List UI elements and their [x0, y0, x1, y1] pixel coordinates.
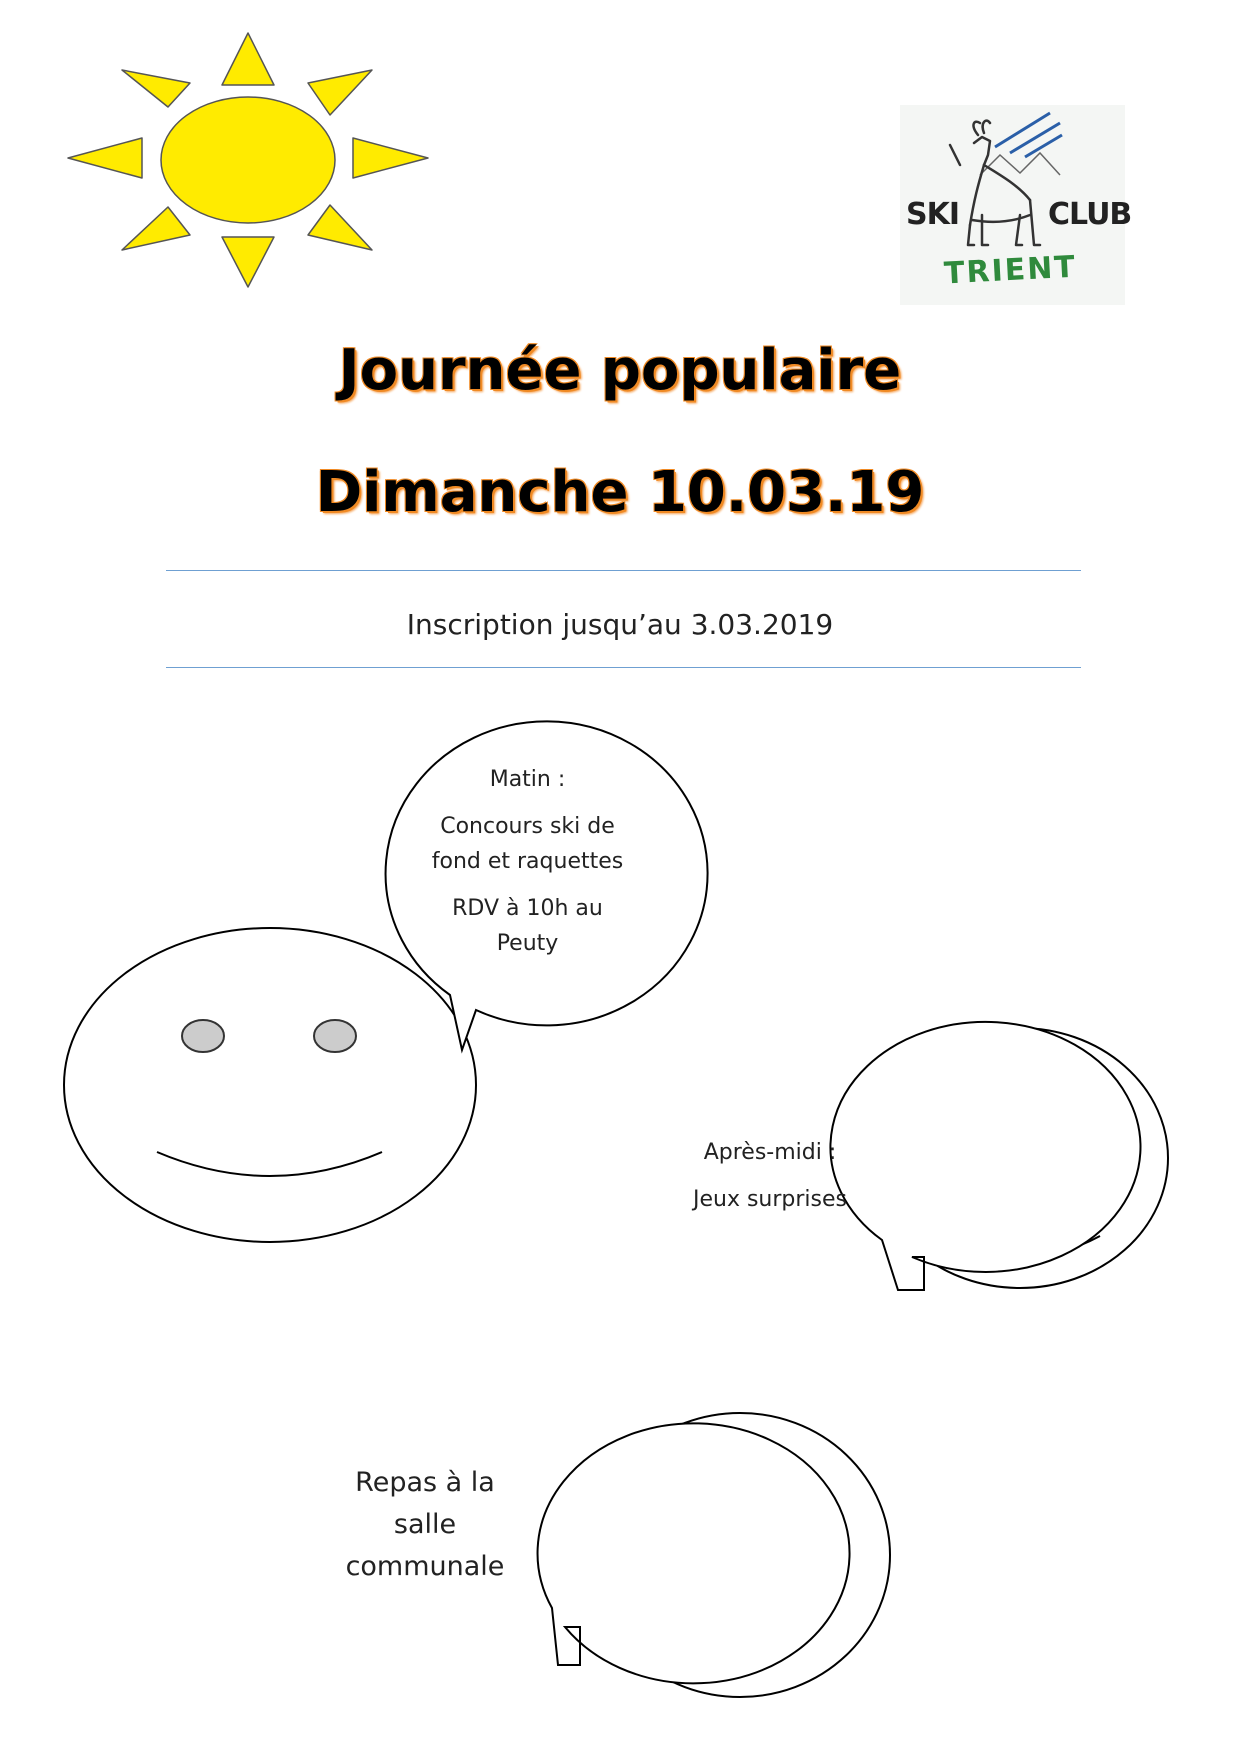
event-date: Dimanche 10.03.19 — [315, 460, 925, 525]
afternoon-line1: Jeux surprises — [692, 1187, 847, 1212]
morning-heading: Matin : — [489, 767, 566, 792]
morning-line2: fond et raquettes — [431, 849, 624, 874]
speech-bubble-meal — [538, 1423, 850, 1683]
meal-line2: salle — [393, 1509, 457, 1540]
page-title: Journée populaire — [338, 338, 902, 403]
logo-trient-text: TRIENT — [943, 249, 1078, 292]
smiley-face-morning — [64, 928, 476, 1242]
logo-ski-text: SKI — [906, 197, 960, 232]
afternoon-bubble-text — [640, 1135, 900, 1217]
morning-line3: RDV à 10h au — [452, 896, 603, 921]
meal-bubble-text — [305, 1462, 545, 1588]
morning-line4: Peuty — [496, 931, 559, 956]
meal-line3: communale — [345, 1551, 505, 1582]
morning-bubble-text — [395, 762, 660, 961]
registration-deadline: Inscription jusqu’au 3.03.2019 — [406, 608, 834, 641]
afternoon-heading: Après-midi : — [703, 1140, 837, 1165]
logo-club-text: CLUB — [1048, 197, 1132, 232]
morning-line1: Concours ski de — [440, 814, 615, 839]
meal-line1: Repas à la — [355, 1467, 495, 1498]
